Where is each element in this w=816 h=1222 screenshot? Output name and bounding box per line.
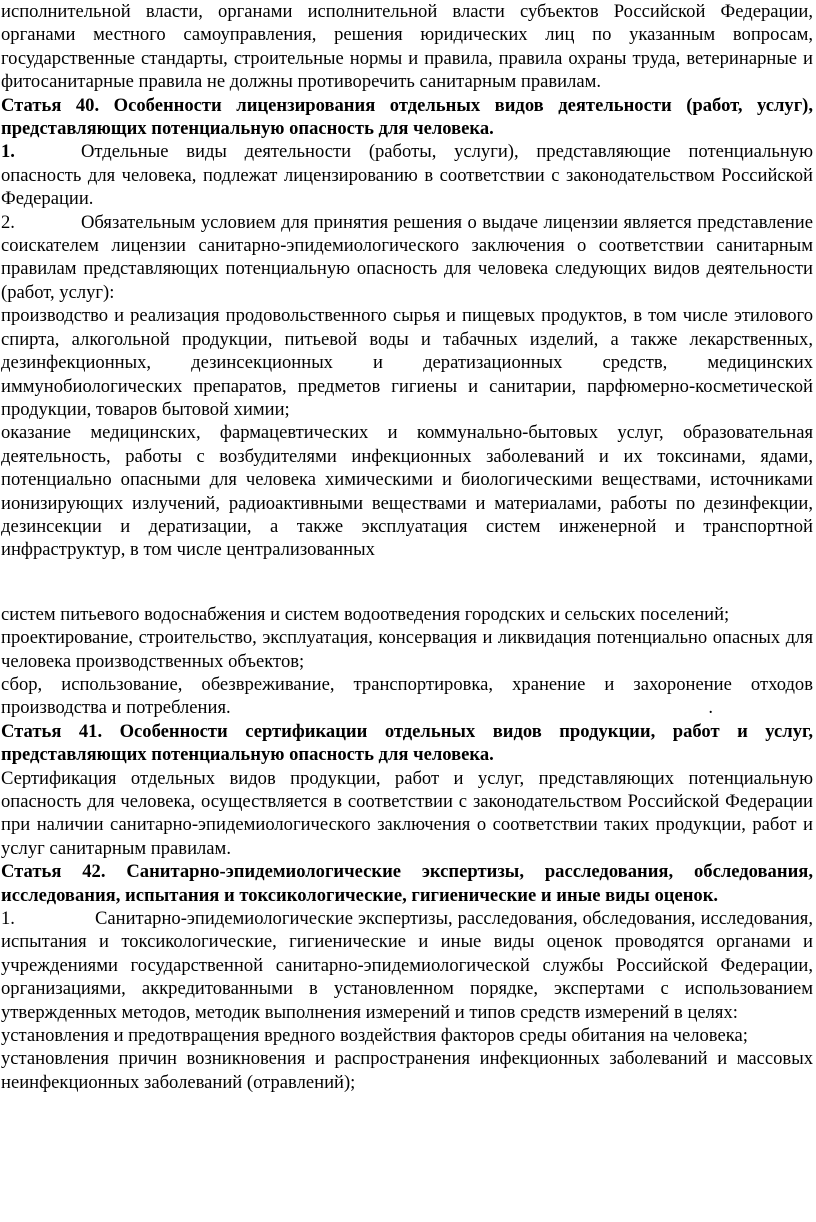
trailing-dot: .: [708, 697, 713, 719]
paragraph-intro: исполнительной власти, органами исполнительной власти субъектов Российской Федерации, органами местного самоуправления, решения юридических лиц по указанным вопросам, государственные стандарты, строительные нормы и правила, правила охраны труда, ветеринарные и фитосанитарные правила не должны противоречить санитарным правилам.: [1, 1, 813, 93]
list-item-services: оказание медицинских, фармацевтических и коммунально-бытовых услуг, образовательная деятельность, работы с возбудителями инфекционных заболеваний и их токсинами, ядами, потенциально опасными для человека химическими и биологическими веществами, источниками ионизирующих излучений, радиоактивными веществами и материалами, работы по дезинфекции, дезинсекции и дератизации, а также эксплуатация систем инженерной и транспортной инфраструктур, в том числе централизованных: [1, 422, 813, 561]
numbered-paragraph-42-1: [1, 907, 813, 1024]
paragraph-number: 2.: [1, 211, 15, 233]
heading-article-42: Статья 42. Санитарно-эпидемиологические экспертизы, расследования, обследования, исследования, испытания и токсикологические, гигиенические и иные виды оценок.: [1, 861, 813, 906]
list-item-prevention: установления и предотвращения вредного воздействия факторов среды обитания на человека;: [1, 1025, 748, 1047]
paragraph-number: 1.: [1, 908, 15, 930]
paragraph-number: 1.: [1, 141, 15, 163]
list-item-causes: установления причин возникновения и распространения инфекционных заболеваний и массовых неинфекционных заболеваний (отравлений);: [1, 1048, 813, 1093]
list-item-production: производство и реализация продовольственного сырья и пищевых продуктов, в том числе этилового спирта, алкогольной продукции, питьевой воды и табачных изделий, а также лекарственных, дезинфекционных, дезинсекционных и дератизационных средств, медицинских иммунобиологических препаратов, предметов гигиены и санитарии, парфюмерно-косметической продукции, товаров бытовой химии;: [1, 305, 813, 420]
paragraph-text: сбор, использование, обезвреживание, транспортировка, хранение и захоронение отходов производства и потребления.: [1, 673, 813, 719]
heading-article-41: Статья 41. Особенности сертификации отдельных видов продукции, работ и услуг, представляющих потенциальную опасность для человека.: [1, 720, 813, 766]
numbered-paragraph-40-2: [1, 211, 813, 305]
list-item-waste: [1, 673, 813, 720]
paragraph-text: Отдельные виды деятельности (работы, услуги), представляющие потенциальную опасность для человека, подлежат лицензированию в соответствии с законодательством Российской Федерации.: [1, 141, 813, 210]
paragraph-text: Санитарно-эпидемиологические экспертизы, расследования, обследования, исследования, испытания и токсикологические, гигиенические и иные виды оценок проводятся органами и учреждениями государственной санитарно-эпидемиологической службы Российской Федерации, организациями, аккредитованными в установленном порядке, экспертами с использованием утвержденных методов, методик выполнения измерений и типов средств измерений в целях:: [1, 908, 813, 1023]
list-item-water-systems: систем питьевого водоснабжения и систем водоотведения городских и сельских поселений;: [1, 603, 730, 625]
list-item-design: проектирование, строительство, эксплуатация, консервация и ликвидация потенциально опасных для человека производственных объектов;: [1, 627, 813, 672]
paragraph-certification: Сертификация отдельных видов продукции, работ и услуг, представляющих потенциальную опасность для человека, осуществляется в соответствии с законодательством Российской Федерации при наличии санитарно-эпидемиологического заключения о соответствии таких продукции, работ и услуг санитарным правилам.: [1, 767, 813, 859]
numbered-paragraph-40-1: [1, 140, 813, 210]
paragraph-text: Обязательным условием для принятия решения о выдаче лицензии является представление соискателем лицензии санитарно-эпидемиологического заключения о соответствии санитарным правилам представляющих потенциальную опасность для человека следующих видов деятельности (работ, услуг):: [1, 211, 813, 303]
page-gap: [1, 562, 813, 603]
heading-article-40: Статья 40. Особенности лицензирования отдельных видов деятельности (работ, услуг), представляющих потенциальную опасность для человека.: [1, 94, 813, 140]
